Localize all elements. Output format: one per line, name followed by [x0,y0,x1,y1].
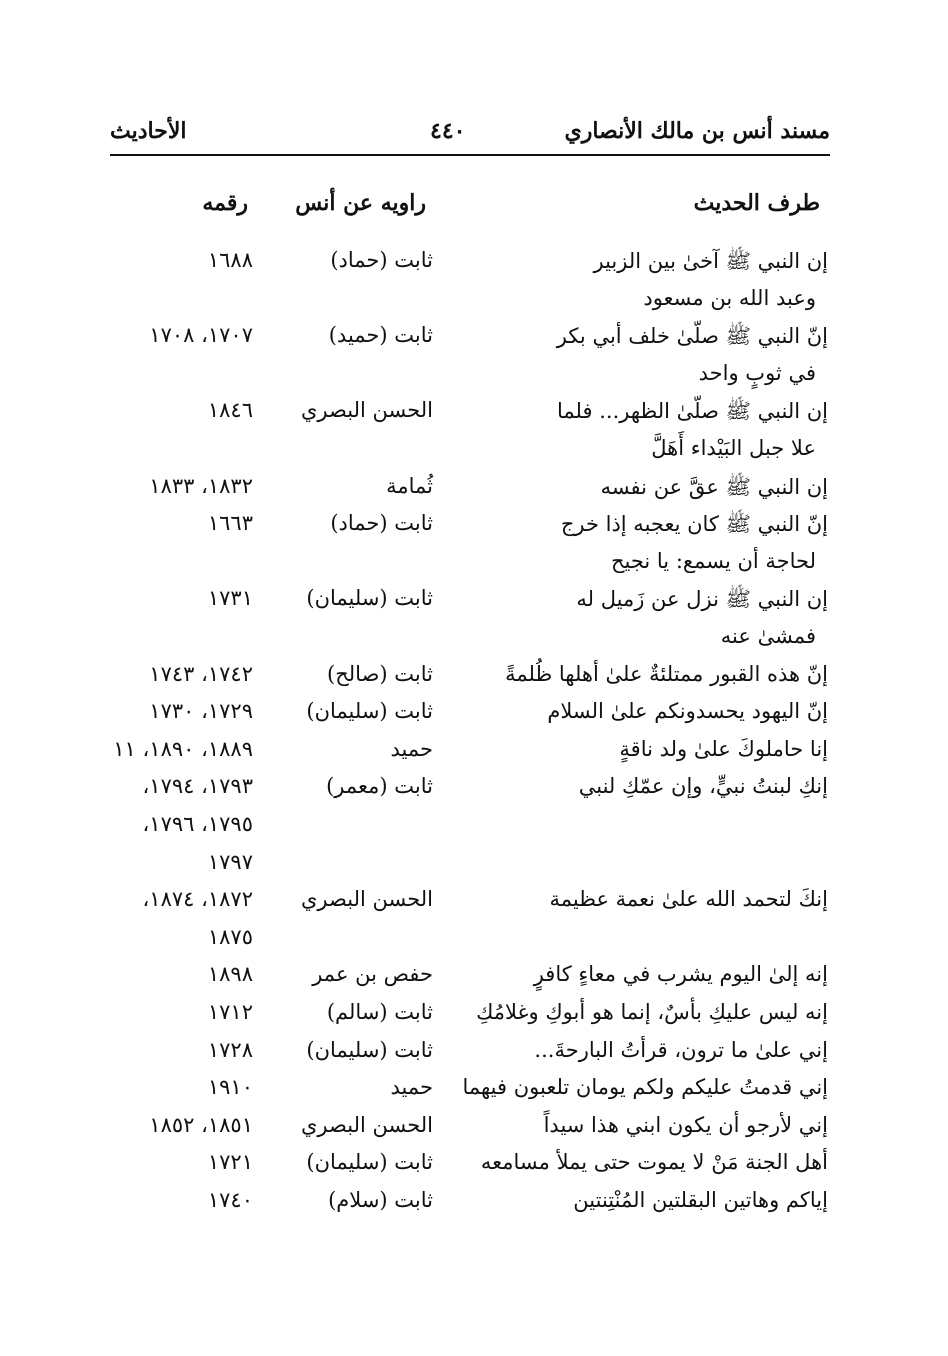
hadith-text: علا جبل البَيْداء أَهَلَّ [651,436,816,460]
hadith-number: ١٨٧٢، ١٨٧٤، [142,887,253,912]
narrator-name: ثابت (حماد) [330,511,433,536]
hadith-number: ١٨٣٢، ١٨٣٣ [149,473,253,498]
hadith-text: في ثوبٍ واحد [698,360,816,385]
narrator-name: حفص بن عمر [312,962,433,987]
table-row [0,850,948,890]
table-row [0,962,948,1002]
hadith-number: ١٨٥١، ١٨٥٢ [149,1112,253,1137]
column-header-hadith: طرف الحديث [693,190,820,216]
hadith-text: أهل الجنة مَنْ لا يموت حتى يملأ مسامعه [480,1150,828,1175]
narrator-name: الحسن البصري [301,398,433,423]
hadith-text: إن النبي ﷺ عقَّ عن نفسه [600,474,828,499]
hadith-text: إني قدمتُ عليكم ولكم يومان تلعبون فيهما [462,1075,828,1100]
hadith-number: ١٧٤٢، ١٧٤٣ [149,661,253,686]
table-row [0,436,948,476]
narrator-name: ثابت (سليمان) [306,1037,433,1062]
hadith-number: ١٦٨٨ [207,248,253,272]
hadith-text: فمشىٰ عنه [720,624,816,648]
table-row [0,624,948,664]
table-row [0,586,948,626]
hadith-text: إن النبي ﷺ نزل عن زَميل له [576,587,828,612]
table-row [0,774,948,814]
hadith-text: إن النبي ﷺ صلّىٰ الظهر... فلما [557,399,828,424]
narrator-name: ثابت (سالم) [326,1000,433,1024]
hadith-number: ١٧٢٨ [207,1037,253,1062]
column-header-number: رقمه [202,190,248,216]
page-number: ٤٤٠ [430,118,466,144]
hadith-number: ١٧٠٧، ١٧٠٨ [149,323,253,348]
hadith-number: ١٧٩٣، ١٧٩٤، [142,774,253,799]
hadith-number: ١٨٤٦ [207,398,253,423]
narrator-name: ثابت (سلام) [328,1188,433,1212]
table-row [0,1188,948,1228]
hadith-text: إن النبي ﷺ آخىٰ بين الزبير [593,249,828,273]
hadith-text: إني لأرجو أن يكون ابني هذا سيداً [543,1112,828,1137]
table-row [0,549,948,589]
narrator-name: ثابت (سليمان) [306,1150,433,1175]
hadith-number: ١٨٩٨ [207,962,253,987]
table-row [0,1150,948,1190]
table-row [0,511,948,551]
table-row [0,248,948,288]
hadith-number: ١٧١٢ [207,1000,253,1024]
table-row [0,737,948,777]
hadith-number: ١٧٩٧ [207,849,253,874]
hadith-text: إنا حاملوكَ علىٰ ولد ناقةٍ [619,736,828,761]
narrator-name: حميد [390,1075,433,1100]
table-row [0,398,948,438]
hadith-number: ١٧٤٠ [207,1188,253,1212]
table-row [0,323,948,363]
table-row [0,286,948,326]
hadith-text: إنه إلىٰ اليوم يشرب في معاءٍ كافرٍ [533,962,828,987]
narrator-name: الحسن البصري [301,887,433,912]
hadith-text: إنّ النبي ﷺ كان يعجبه إذا خرج [560,512,828,537]
hadith-number: ١٨٨٩، ١٨٩٠، ١١ [113,736,253,761]
hadith-number: ١٩١٠ [207,1075,253,1100]
narrator-name: ثابت (صالح) [327,661,433,686]
hadith-text: لحاجة أن يسمع: يا نجيح [610,548,816,573]
running-header [110,118,830,156]
table-row [0,474,948,514]
table-row [0,1075,948,1115]
hadith-number: ١٦٦٣ [207,511,253,536]
hadith-text: إنّ اليهود يحسدونكم علىٰ السلام [547,699,828,724]
hadith-number: ١٨٧٥ [207,924,253,949]
column-header-narrator: راويه عن أنس [295,190,426,216]
hadith-text: إنّ هذه القبور ممتلئةٌ علىٰ أهلها ظُلمةً [505,661,828,686]
narrator-name: ثابت (معمر) [326,774,433,799]
narrator-name: حميد [390,736,433,761]
hadith-number: ١٧٢٩، ١٧٣٠ [149,699,253,724]
narrator-name: ثابت (حميد) [328,323,433,348]
hadith-number: ١٧٣١ [207,586,253,611]
table-row [0,699,948,739]
table-row [0,887,948,927]
hadith-number: ١٧٩٥، ١٧٩٦، [142,812,253,836]
table-row [0,1113,948,1153]
narrator-name: ثابت (سليمان) [306,699,433,724]
hadith-text: إنكِ لبنتُ نبيٍّ، وإن عمّكِ لنبي [578,774,828,799]
table-row [0,925,948,965]
section-title: الأحاديث [110,118,187,144]
hadith-text: إني علىٰ ما ترون، قرأتُ البارحةَ... [534,1037,828,1062]
hadith-text: إنكَ لتحمد الله علىٰ نعمة عظيمة [549,887,828,912]
narrator-name: ثابت (سليمان) [306,586,433,611]
table-row [0,361,948,401]
table-row [0,812,948,852]
hadith-number: ١٧٢١ [207,1150,253,1175]
table-row [0,1038,948,1078]
table-row [0,662,948,702]
table-row [0,1000,948,1040]
narrator-name: ثابت (حماد) [330,248,433,272]
hadith-text: إنه ليس عليكِ بأسٌ، إنما هو أبوكِ وغلامُكِ [476,1000,828,1024]
hadith-text: وعبد الله بن مسعود [643,285,816,310]
narrator-name: ثُمامة [386,473,433,498]
narrator-name: الحسن البصري [301,1112,433,1137]
hadith-text: إياكم وهاتين البقلتين المُنْتِنتين [573,1188,828,1212]
book-title: مسند أنس بن مالك الأنصاري [564,118,830,144]
hadith-text: إنّ النبي ﷺ صلّىٰ خلف أبي بكر [556,324,828,349]
